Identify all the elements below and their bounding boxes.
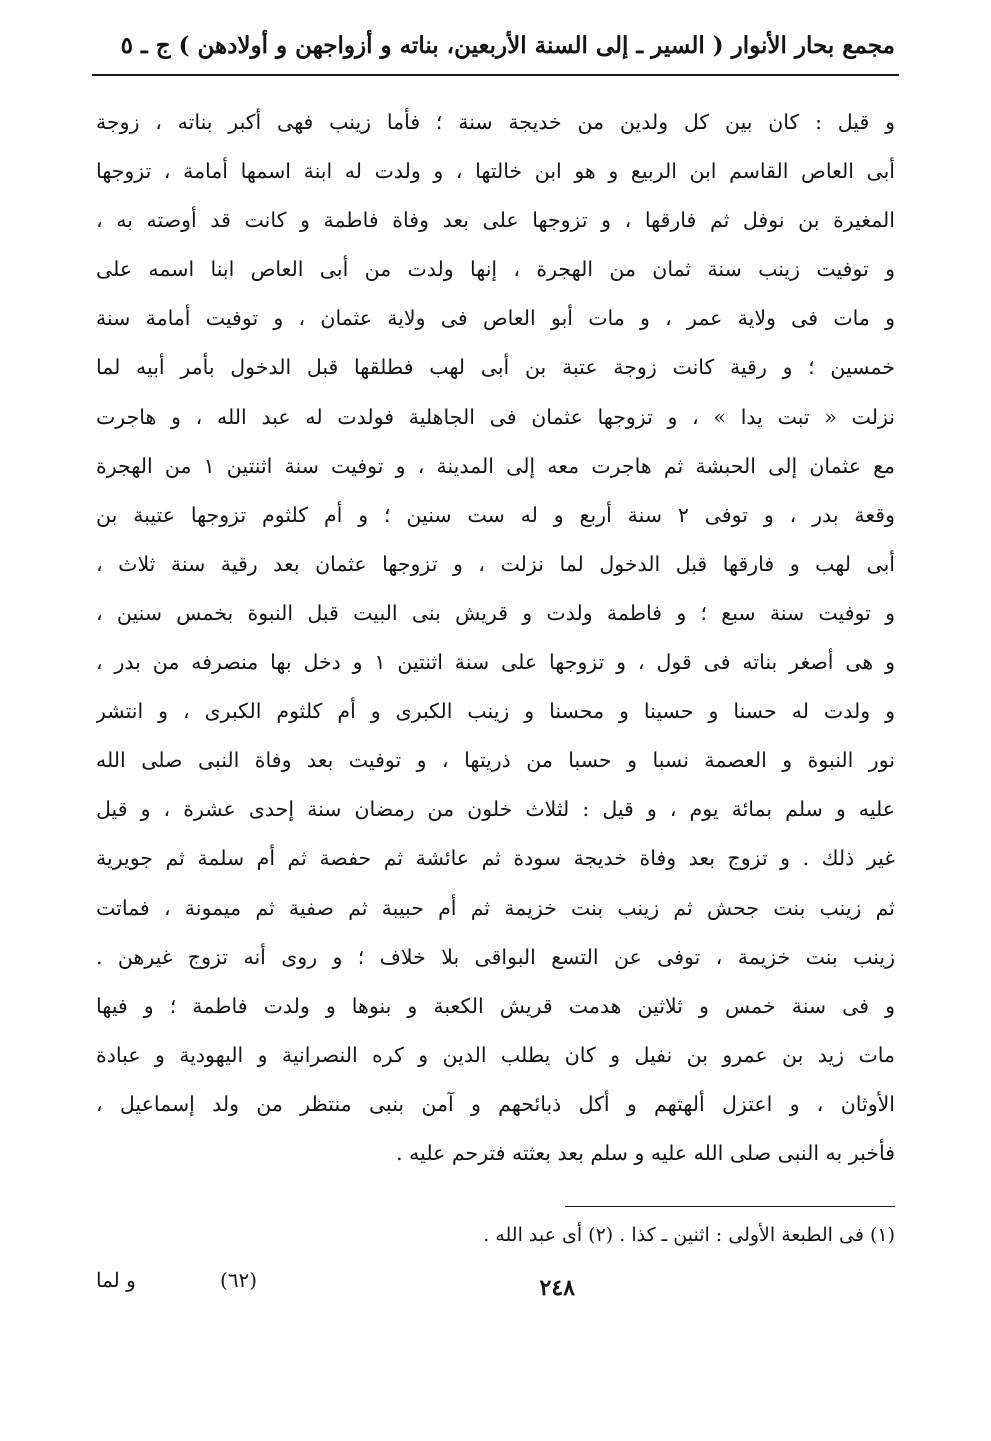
sheet-number: (٦٢)	[220, 1268, 258, 1292]
catchword: و لما	[96, 1268, 136, 1292]
text-line: خمسين ؛ و رقية كانت زوجة عتبة بن أبى لهب فطلقها قبل الدخول بأمر أبيه لما	[96, 355, 895, 380]
text-line: و توفيت سنة سبع ؛ و فاطمة ولدت و قريش بنى البيت قبل النبوة بخمس سنين ،	[96, 600, 895, 625]
text-line: أبى العاص القاسم ابن الربيع و هو ابن خالتها ، و ولدت له ابنة اسمها أمامة ، تزوجها	[96, 159, 895, 184]
text-line: و توفيت زينب سنة ثمان من الهجرة ، إنها ولدت من أبى العاص ابنا اسمه على	[96, 257, 895, 282]
text-line: عليه و سلم بمائة يوم ، و قيل : لثلاث خلون من رمضان سنة إحدى عشرة ، و قيل	[96, 797, 895, 822]
text-line: مع عثمان إلى الحبشة ثم هاجرت معه إلى المدينة ، و توفيت سنة اثنتين ١ من الهجرة	[96, 453, 895, 478]
text-line: و مات فى ولاية عمر ، و مات أبو العاص فى ولاية عثمان ، و توفيت أمامة سنة	[96, 306, 895, 331]
text-line: و فى سنة خمس و ثلاثين هدمت قريش الكعبة و بنوها و ولدت فاطمة ؛ و فيها	[96, 993, 895, 1018]
text-line: نزلت « تبت يدا » ، و تزوجها عثمان فى الجاهلية فولدت له عبد الله ، و هاجرت	[96, 404, 895, 429]
footnotes: (١) فى الطبعة الأولى : اثنين ـ كذا . (٢) أى عبد الله .	[483, 1224, 895, 1246]
text-line: الأوثان ، و اعتزل ألهتهم و أكل ذبائحهم و آمن بنبى منتظر من ولد إسماعيل ،	[96, 1091, 895, 1116]
footnote-rule	[565, 1206, 895, 1207]
text-line: فأخبر به النبى صلى الله عليه و سلم بعد بعثته فترحم عليه .	[396, 1140, 895, 1165]
running-header: مجمع بحار الأنوار ( السير ـ إلى السنة الأربعين، بناته و أزواجهن و أولادهن ) ج ـ ٥	[120, 32, 895, 59]
text-line: غير ذلك . و تزوج بعد وفاة خديجة سودة ثم عائشة ثم حفصة ثم أم سلمة ثم جويرية	[96, 846, 895, 871]
text-line: وقعة بدر ، و توفى ٢ سنة أربع و له ست سنين ؛ و أم كلثوم تزوجها عتيبة بن	[96, 502, 895, 527]
text-line: ثم زينب بنت جحش ثم زينب بنت خزيمة ثم أم حبيبة ثم صفية ثم ميمونة ، فماتت	[96, 895, 895, 920]
header-rule	[92, 74, 899, 76]
text-line: المغيرة بن نوفل ثم فارقها ، و تزوجها على بعد وفاة فاطمة و كانت قد أوصته به ،	[96, 208, 895, 233]
text-line: مات زيد بن عمرو بن نفيل و كان يطلب الدين و كره النصرانية و اليهودية و عبادة	[96, 1042, 895, 1067]
body-text	[96, 98, 895, 1178]
page-number: ٢٤٨	[539, 1275, 575, 1301]
text-line: زينب بنت خزيمة ، توفى عن التسع البواقى بلا خلاف ؛ و روى أنه تزوج غيرهن .	[96, 944, 895, 969]
text-line: نور النبوة و العصمة نسبا و حسبا من ذريتها ، و توفيت بعد وفاة النبى صلى الله	[96, 748, 895, 773]
text-line: و قيل : كان بين كل ولدين من خديجة سنة ؛ فأما زينب فهى أكبر بناته ، زوجة	[96, 110, 895, 134]
page-footer	[96, 1262, 895, 1302]
text-line: أبى لهب و فارقها قبل الدخول لما نزلت ، و تزوجها عثمان بعد رقية سنة ثلاث ،	[96, 551, 895, 576]
text-line: و ولدت له حسنا و حسينا و محسنا و زينب الكبرى و أم كلثوم الكبرى ، و انتشر	[96, 699, 895, 724]
text-line: و هى أصغر بناته فى قول ، و تزوجها على سنة اثنتين ١ و دخل بها منصرفه من بدر ،	[96, 650, 895, 675]
